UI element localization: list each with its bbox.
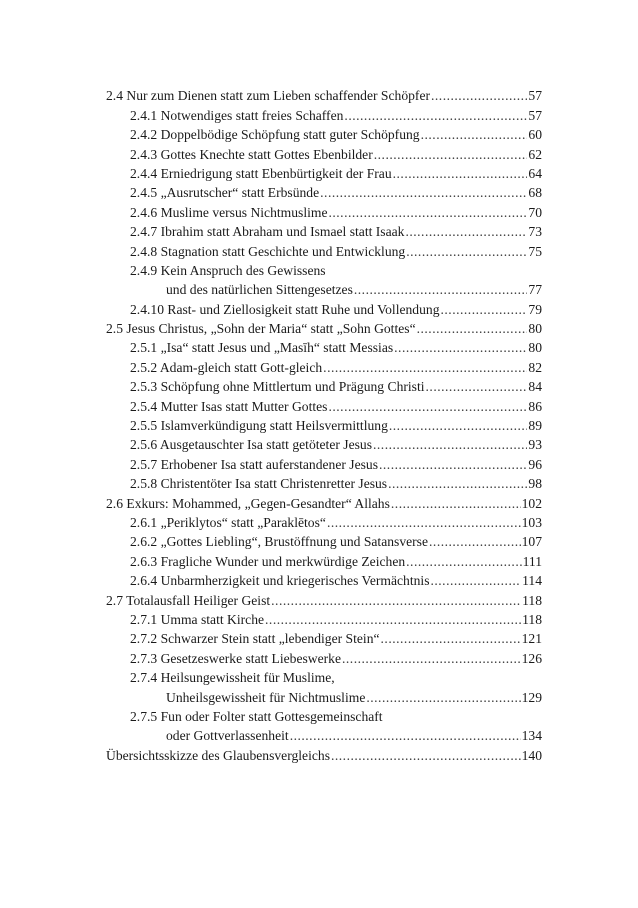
dot-leader <box>328 205 527 220</box>
toc-entry-page-number: 57 <box>528 107 542 123</box>
dot-leader <box>271 593 521 608</box>
toc-entry-page-number: 73 <box>528 224 542 240</box>
toc-entry <box>106 491 542 510</box>
toc-entry-title: 2.4.6 Muslime versus Nichtmuslime <box>130 204 328 220</box>
toc-entry-page-number: 103 <box>521 514 542 530</box>
toc-entry <box>106 743 542 762</box>
toc-entry-title: 2.4.10 Rast- und Ziellosigkeit statt Ruhe und Vollendung <box>130 301 440 317</box>
toc-entry-page-number: 80 <box>528 340 542 356</box>
dot-leader <box>354 282 528 297</box>
toc-entry-page-number: 107 <box>521 534 542 550</box>
dot-leader <box>406 244 527 259</box>
toc-entry-title: 2.5.3 Schöpfung ohne Mittlertum und Prägung Christi <box>130 379 425 395</box>
toc-entry-title: 2.4.2 Doppelbödige Schöpfung statt guter Schöpfung <box>130 127 420 143</box>
dot-leader <box>388 476 527 491</box>
toc-entry-title: Unheilsgewissheit für Nichtmuslime <box>166 689 366 705</box>
dot-leader <box>429 534 521 549</box>
toc-entry-page-number: 121 <box>521 631 542 647</box>
toc-entry <box>106 452 542 471</box>
dot-leader <box>265 612 521 627</box>
dot-leader <box>373 437 527 452</box>
toc-entry <box>106 336 542 355</box>
toc-entry-title: 2.5.5 Islamverkündigung statt Heilsvermittlung <box>130 418 388 434</box>
dot-leader <box>323 360 527 375</box>
toc-entry-page-number: 114 <box>522 573 542 589</box>
toc-entry-title: 2.7.5 Fun oder Folter statt Gottesgemeinschaft <box>130 708 383 724</box>
toc-entry <box>106 123 542 142</box>
toc-entry <box>106 705 542 724</box>
toc-entry-page-number: 82 <box>528 359 542 375</box>
toc-entry-title: 2.7 Totalausfall Heiliger Geist <box>106 592 271 608</box>
toc-entry-page-number: 79 <box>528 301 542 317</box>
toc-entry-page-number: 118 <box>522 611 542 627</box>
toc-entry <box>106 646 542 665</box>
dot-leader <box>290 728 521 743</box>
toc-entry-page-number: 57 <box>528 88 542 104</box>
toc-entry <box>106 433 542 452</box>
toc-entry <box>106 181 542 200</box>
dot-leader <box>431 88 527 103</box>
toc-entry-title: oder Gottverlassenheit <box>166 728 289 744</box>
toc-entry <box>106 569 542 588</box>
toc-entry <box>106 608 542 627</box>
dot-leader <box>393 166 528 181</box>
toc-entry-title: 2.7.3 Gesetzeswerke statt Liebeswerke <box>130 650 341 666</box>
toc-entry <box>106 511 542 530</box>
toc-entry-page-number: 70 <box>528 204 542 220</box>
toc-entry-title: 2.7.1 Umma statt Kirche <box>130 611 265 627</box>
toc-entry-title: 2.5.6 Ausgetauschter Isa statt getöteter Jesus <box>130 437 372 453</box>
dot-leader <box>342 651 521 666</box>
toc-entry-page-number: 84 <box>528 379 542 395</box>
dot-leader <box>331 748 521 763</box>
toc-entry <box>106 394 542 413</box>
toc-entry <box>106 200 542 219</box>
table-of-contents <box>106 84 542 763</box>
toc-entry <box>106 239 542 258</box>
toc-entry <box>106 666 542 685</box>
toc-entry-page-number: 89 <box>528 418 542 434</box>
toc-entry-title: 2.4.1 Notwendiges statt freies Schaffen <box>130 107 344 123</box>
toc-entry <box>106 530 542 549</box>
toc-entry-title: 2.5.1 „Isa“ statt Jesus und „Masīh“ statt Messias <box>130 340 394 356</box>
dot-leader <box>379 457 527 472</box>
toc-entry-title: 2.5.2 Adam-gleich statt Gott-gleich <box>130 359 323 375</box>
toc-entry <box>106 317 542 336</box>
toc-entry-page-number: 86 <box>528 398 542 414</box>
toc-entry-title: und des natürlichen Sittengesetzes <box>166 282 353 298</box>
toc-entry <box>106 103 542 122</box>
toc-entry-page-number: 134 <box>521 728 542 744</box>
toc-entry-page-number: 80 <box>528 321 542 337</box>
dot-leader <box>417 321 528 336</box>
toc-entry-title: 2.6.1 „Periklytos“ statt „Paraklētos“ <box>130 514 326 530</box>
dot-leader <box>327 515 521 530</box>
toc-entry-title: 2.4 Nur zum Dienen statt zum Lieben schaffender Schöpfer <box>106 88 430 104</box>
dot-leader <box>344 108 527 123</box>
dot-leader <box>421 127 528 142</box>
toc-entry-page-number: 64 <box>528 165 542 181</box>
toc-entry-title: 2.6.4 Unbarmherzigkeit und kriegerisches Vermächtnis <box>130 573 430 589</box>
toc-entry-title: 2.6 Exkurs: Mohammed, „Gegen-Gesandter“ Allahs <box>106 495 390 511</box>
toc-entry-title: 2.4.3 Gottes Knechte statt Gottes Ebenbilder <box>130 146 373 162</box>
toc-entry <box>106 142 542 161</box>
dot-leader <box>320 185 527 200</box>
toc-entry <box>106 627 542 646</box>
toc-entry-page-number: 126 <box>521 650 542 666</box>
toc-entry <box>106 278 542 297</box>
toc-entry <box>106 162 542 181</box>
toc-entry-title: 2.5.7 Erhobener Isa statt auferstandener Jesus <box>130 456 378 472</box>
toc-entry-title: 2.4.7 Ibrahim statt Abraham und Ismael statt Isaak <box>130 224 405 240</box>
toc-entry <box>106 297 542 316</box>
dot-leader <box>406 554 521 569</box>
toc-entry-title: 2.4.4 Erniedrigung statt Ebenbürtigkeit der Frau <box>130 165 392 181</box>
dot-leader <box>441 302 528 317</box>
dot-leader <box>381 631 521 646</box>
toc-entry-title: 2.4.8 Stagnation statt Geschichte und Entwicklung <box>130 243 406 259</box>
toc-entry-title: Übersichtsskizze des Glaubensvergleichs <box>106 747 330 763</box>
toc-entry-title: 2.4.5 „Ausrutscher“ statt Erbsünde <box>130 185 320 201</box>
toc-entry-title: 2.7.2 Schwarzer Stein statt „lebendiger Stein“ <box>130 631 380 647</box>
toc-entry-page-number: 98 <box>528 476 542 492</box>
toc-entry <box>106 724 542 743</box>
toc-entry-page-number: 75 <box>528 243 542 259</box>
toc-entry-page-number: 118 <box>522 592 542 608</box>
toc-entry-title: 2.7.4 Heilsungewissheit für Muslime, <box>130 670 335 686</box>
toc-entry-title: 2.4.9 Kein Anspruch des Gewissens <box>130 262 326 278</box>
toc-entry-page-number: 111 <box>522 553 542 569</box>
toc-entry <box>106 259 542 278</box>
toc-entry <box>106 588 542 607</box>
toc-entry <box>106 375 542 394</box>
toc-entry-title: 2.5.8 Christentöter Isa statt Christenretter Jesus <box>130 476 388 492</box>
toc-entry <box>106 685 542 704</box>
toc-entry-page-number: 60 <box>528 127 542 143</box>
toc-entry-title: 2.6.3 Fragliche Wunder und merkwürdige Zeichen <box>130 553 406 569</box>
toc-entry-page-number: 62 <box>528 146 542 162</box>
toc-entry <box>106 355 542 374</box>
dot-leader <box>394 340 527 355</box>
dot-leader <box>430 573 521 588</box>
toc-entry-page-number: 68 <box>528 185 542 201</box>
dot-leader <box>405 224 527 239</box>
toc-entry-page-number: 140 <box>521 747 542 763</box>
dot-leader <box>389 418 528 433</box>
dot-leader <box>374 147 528 162</box>
toc-entry <box>106 220 542 239</box>
toc-entry <box>106 414 542 433</box>
dot-leader <box>426 379 528 394</box>
dot-leader <box>366 690 520 705</box>
toc-entry-page-number: 77 <box>528 282 542 298</box>
toc-entry-title: 2.5 Jesus Christus, „Sohn der Maria“ statt „Sohn Gottes“ <box>106 321 416 337</box>
toc-entry-page-number: 102 <box>521 495 542 511</box>
toc-entry <box>106 472 542 491</box>
toc-entry-title: 2.5.4 Mutter Isas statt Mutter Gottes <box>130 398 328 414</box>
toc-entry <box>106 84 542 103</box>
toc-entry-title: 2.6.2 „Gottes Liebling“, Brustöffnung und Satansverse <box>130 534 429 550</box>
toc-entry <box>106 549 542 568</box>
dot-leader <box>328 399 527 414</box>
toc-entry-page-number: 129 <box>521 689 542 705</box>
toc-entry-page-number: 93 <box>528 437 542 453</box>
dot-leader <box>391 496 521 511</box>
toc-entry-page-number: 96 <box>528 456 542 472</box>
